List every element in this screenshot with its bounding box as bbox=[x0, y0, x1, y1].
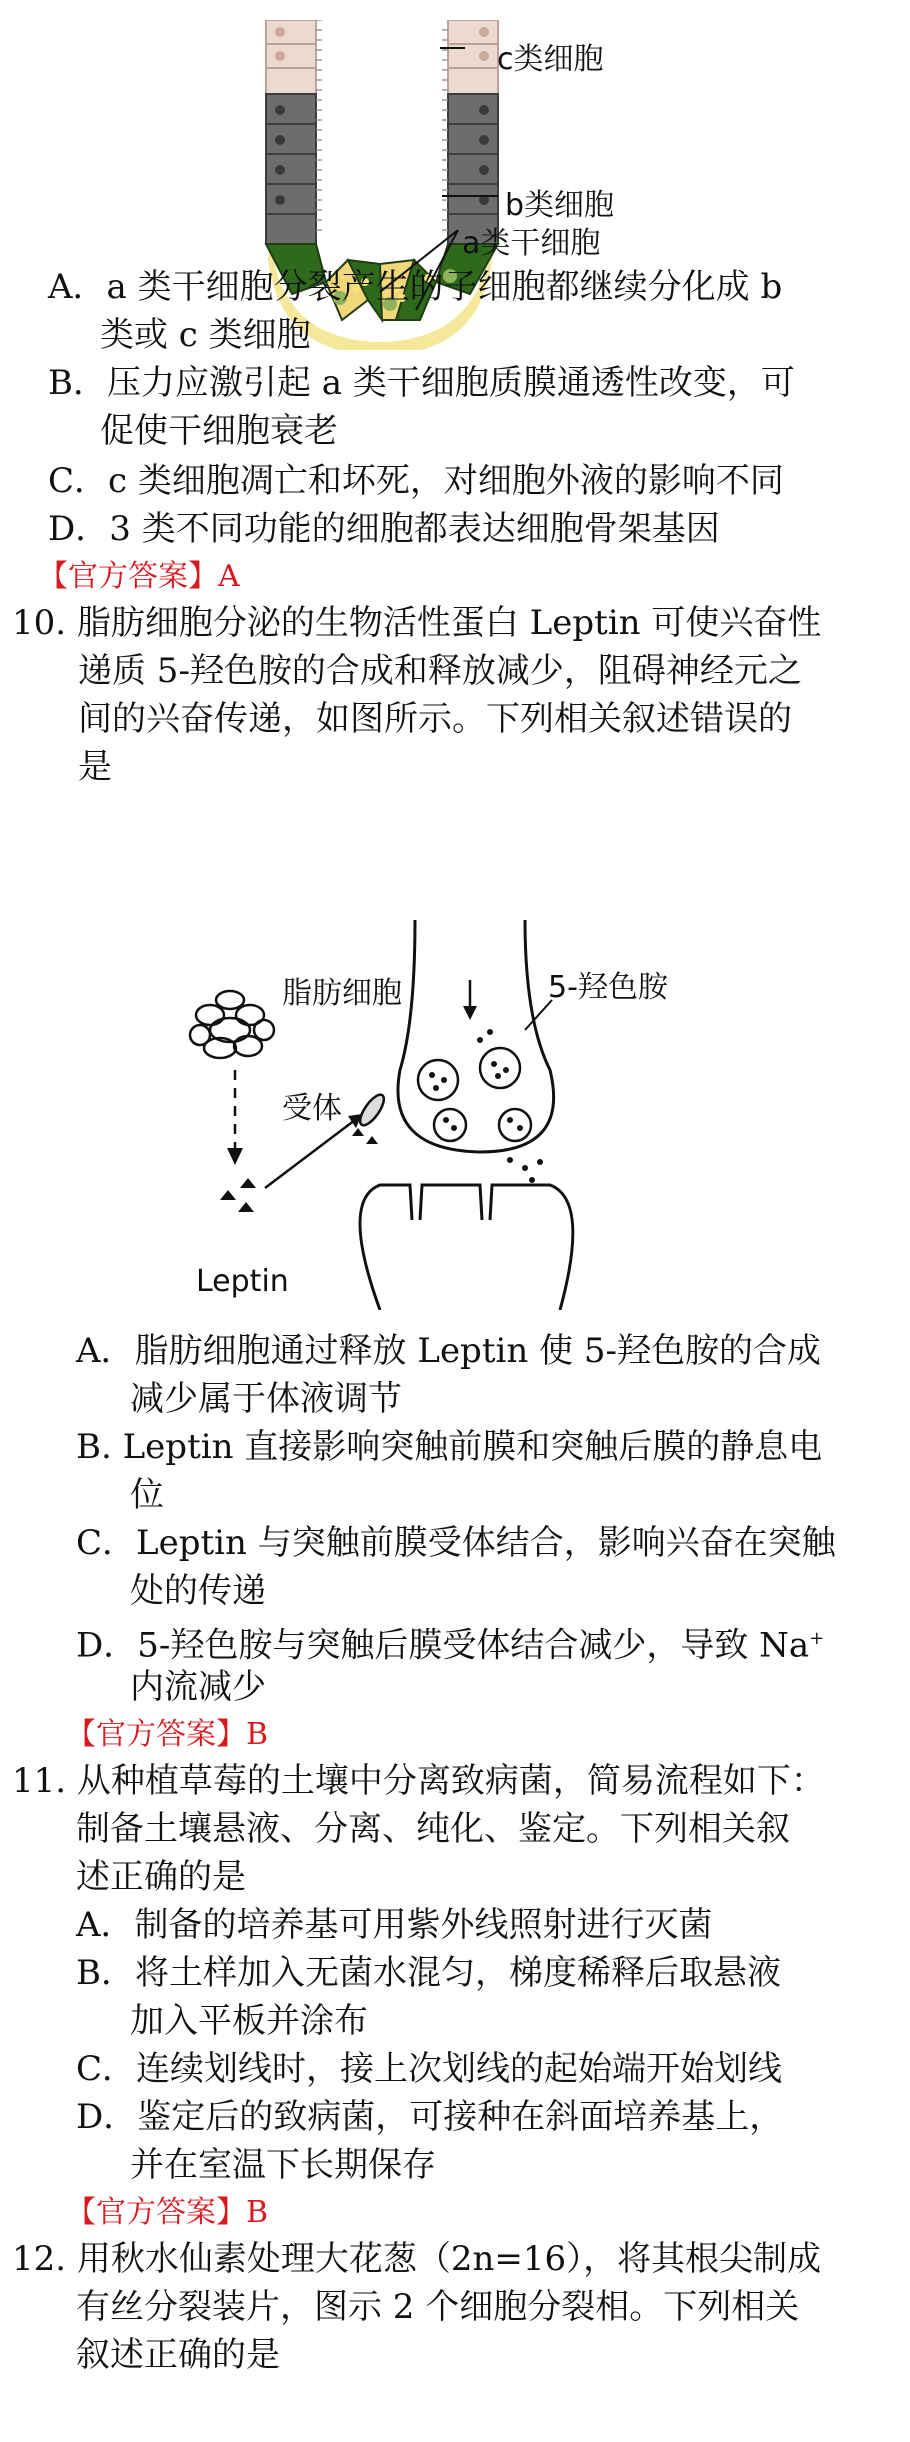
crypt-right-wall bbox=[448, 20, 498, 94]
label-serotonin: 5-羟色胺 bbox=[548, 970, 668, 1005]
option-text: A．a 类干细胞分裂产生的子细胞都继续分化成 b bbox=[48, 267, 783, 307]
q11-stem-line: 11. 从种植草莓的土壤中分离致病菌，简易流程如下： bbox=[12, 1761, 825, 1801]
label-a-stem-cell: a类干细胞 bbox=[462, 226, 601, 261]
q10-option-c: C．Leptin 与突触前膜受体结合，影响兴奋在突触 bbox=[76, 1523, 836, 1563]
crypt-left-wall bbox=[266, 20, 316, 94]
label-receptor: 受体 bbox=[282, 1091, 342, 1126]
q10-stem-line: 10. 脂肪细胞分泌的生物活性蛋白 Leptin 可使兴奋性 bbox=[12, 603, 822, 643]
option-text: 促使干细胞衰老 bbox=[100, 411, 338, 451]
q10-stem-line: 间的兴奋传递，如图所示。下列相关叙述错误的 bbox=[78, 699, 792, 739]
q11-answer: 【官方答案】B bbox=[66, 2195, 269, 2230]
postsynaptic-membrane bbox=[360, 1185, 573, 1310]
q10-option-d bbox=[76, 1616, 824, 1668]
label-fat-cell: 脂肪细胞 bbox=[282, 976, 402, 1011]
leptin-molecules bbox=[220, 1178, 256, 1212]
option-text: 类或 c 类细胞 bbox=[100, 315, 311, 355]
q10-option-c-cont: 处的传递 bbox=[130, 1571, 266, 1611]
q11-option-d: D．鉴定后的致病菌，可接种在斜面培养基上， bbox=[76, 2097, 784, 2137]
q9-option-c: C．c 类细胞凋亡和坏死，对细胞外液的影响不同 bbox=[48, 461, 784, 501]
option-text: B．压力应激引起 a 类干细胞质膜通透性改变，可 bbox=[48, 363, 795, 403]
label-leptin: Leptin bbox=[196, 1264, 289, 1299]
fat-cell-cluster bbox=[190, 991, 274, 1058]
q10-stem-line: 是 bbox=[78, 747, 112, 787]
q12-stem-line: 有丝分裂装片，图示 2 个细胞分裂相。下列相关 bbox=[76, 2287, 800, 2327]
label-b-cell: b类细胞 bbox=[505, 188, 615, 223]
q9-answer: 【官方答案】A bbox=[38, 559, 240, 594]
receptor bbox=[356, 1091, 388, 1129]
q10-option-b: B. Leptin 直接影响突触前膜和突触后膜的静息电 bbox=[76, 1427, 823, 1467]
na-charge: + bbox=[809, 1628, 825, 1649]
q10-option-b-cont: 位 bbox=[130, 1475, 164, 1515]
q10-answer: 【官方答案】B bbox=[66, 1717, 269, 1752]
q12-stem-line: 12. 用秋水仙素处理大花葱（2n=16），将其根尖制成 bbox=[12, 2239, 822, 2279]
q12-stem-line: 叙述正确的是 bbox=[76, 2335, 280, 2375]
q9-option-d: D．3 类不同功能的细胞都表达细胞骨架基因 bbox=[48, 509, 720, 549]
q11-stem-line: 述正确的是 bbox=[76, 1857, 246, 1897]
q10-option-d-cont: 内流减少 bbox=[130, 1667, 266, 1707]
q11-option-b: B．将土样加入无菌水混匀，梯度稀释后取悬液 bbox=[76, 1953, 781, 1993]
label-c-cell: c类细胞 bbox=[497, 42, 604, 77]
option-text: D．5-羟色胺与突触后膜受体结合减少，导致 Na bbox=[76, 1625, 810, 1666]
q11-option-d-cont: 并在室温下长期保存 bbox=[130, 2145, 436, 2185]
q10-stem-line: 递质 5-羟色胺的合成和释放减少，阻碍神经元之 bbox=[78, 651, 802, 691]
q10-option-a: A．脂肪细胞通过释放 Leptin 使 5-羟色胺的合成 bbox=[76, 1331, 821, 1371]
q11-stem-line: 制备土壤悬液、分离、纯化、鉴定。下列相关叙 bbox=[76, 1809, 790, 1849]
q11-option-a: A．制备的培养基可用紫外线照射进行灭菌 bbox=[76, 1905, 713, 1945]
q11-option-b-cont: 加入平板并涂布 bbox=[130, 2001, 368, 2041]
q11-option-c: C．连续划线时，接上次划线的起始端开始划线 bbox=[76, 2049, 783, 2089]
q10-option-a-cont: 减少属于体液调节 bbox=[130, 1379, 402, 1419]
vesicles bbox=[418, 1048, 531, 1141]
